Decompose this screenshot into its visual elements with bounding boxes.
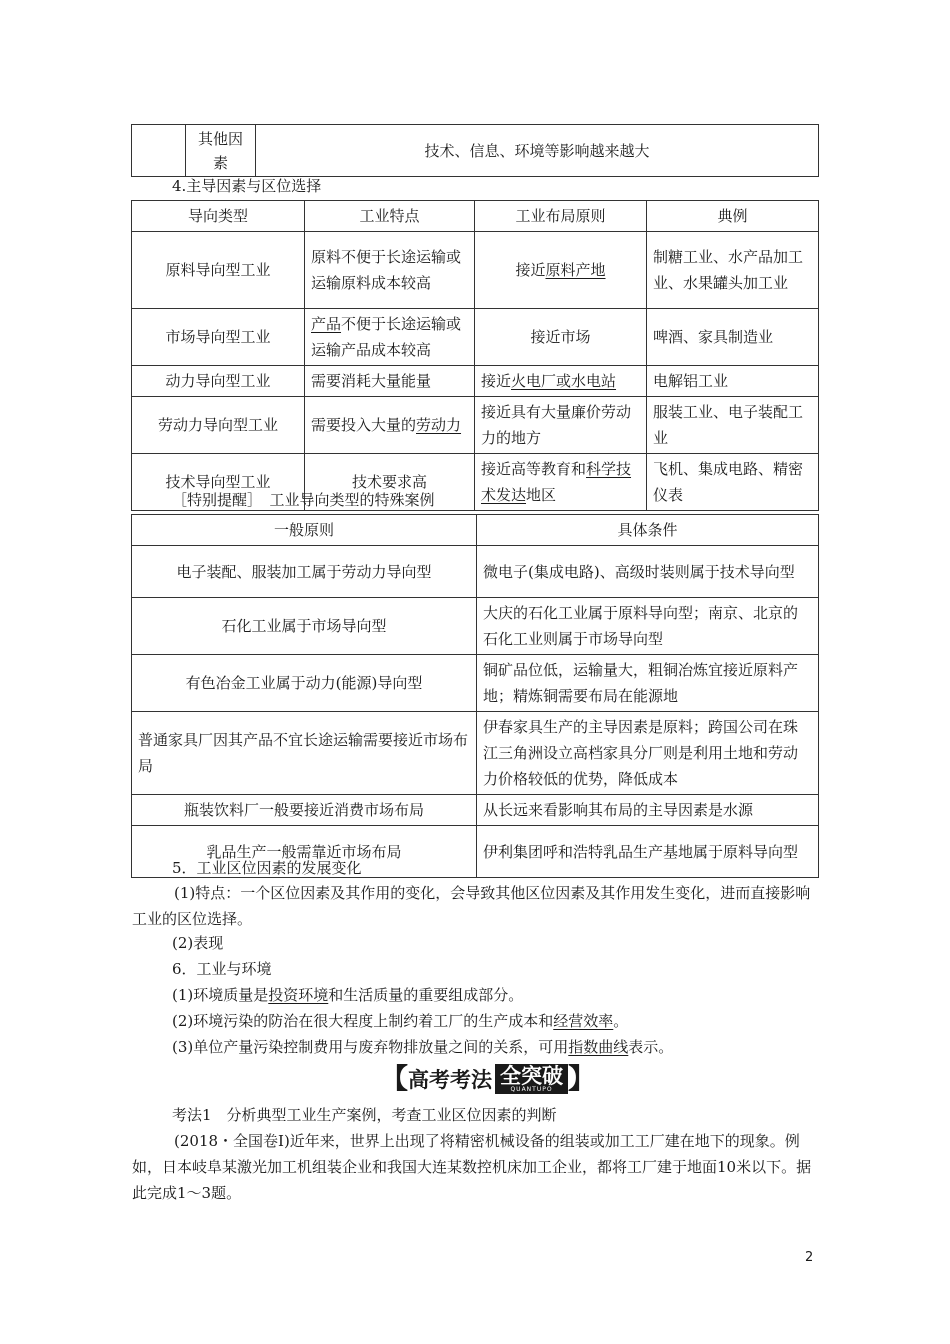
exam-method-title: 考法1 分析典型工业生产案例，考查工业区位因素的判断 <box>172 1106 557 1124</box>
banner-title: 高考考法 <box>408 1068 493 1092</box>
top-table-content: 技术、信息、环境等影响越来越大 <box>256 125 819 177</box>
table-row <box>132 232 819 309</box>
table-row <box>132 546 819 598</box>
example-cell: 电解铝工业 <box>647 366 819 397</box>
condition-cell: 伊利集团呼和浩特乳品生产基地属于原料导向型 <box>477 826 819 878</box>
example-cell: 服装工业、电子装配工业 <box>647 397 819 454</box>
table-row <box>132 712 819 795</box>
rule-cell: 有色冶金工业属于动力(能源)导向型 <box>132 655 477 712</box>
special-case-table <box>131 514 819 878</box>
table-row <box>132 397 819 454</box>
condition-cell: 微电子(集成电路)、高级时装则属于技术导向型 <box>477 546 819 598</box>
feature-cell: 产品不便于长途运输或运输产品成本较高 <box>305 309 475 366</box>
table-row <box>132 598 819 655</box>
condition-cell: 从长远来看影响其布局的主导因素是水源 <box>477 795 819 826</box>
feature-cell: 技术要求高 <box>305 454 475 511</box>
table-row <box>132 366 819 397</box>
principle-cell: 接近高等教育和科学技术发达地区 <box>475 454 647 511</box>
table-row <box>132 655 819 712</box>
rule-cell: 石化工业属于市场导向型 <box>132 598 477 655</box>
header-type: 导向类型 <box>132 201 305 232</box>
example-cell: 制糖工业、水产品加工业、水果罐头加工业 <box>647 232 819 309</box>
section5-paragraph-2: (2)表现 <box>172 934 224 952</box>
leading-factor-table <box>131 200 819 511</box>
banner-badge: 全突破 QUANTUPO <box>495 1064 568 1094</box>
table-row <box>132 309 819 366</box>
rule-cell: 瓶装饮料厂一般要接近消费市场布局 <box>132 795 477 826</box>
example-cell: 啤酒、家具制造业 <box>647 309 819 366</box>
type-cell: 劳动力导向型工业 <box>132 397 305 454</box>
feature-cell: 需要消耗大量能量 <box>305 366 475 397</box>
section6-paragraph-2: (2)环境污染的防治在很大程度上制约着工厂的生产成本和经营效率。 <box>172 1012 629 1030</box>
section5-paragraph-1: (1)特点：一个区位因素及其作用的变化，会导致其他区位因素及其作用发生变化，进而直接影响工业的区位选择。 <box>132 884 811 928</box>
header-condition: 具体条件 <box>477 515 819 546</box>
right-bracket: 】 <box>568 1062 597 1095</box>
section6-title: 6．工业与环境 <box>172 960 272 978</box>
type-cell: 市场导向型工业 <box>132 309 305 366</box>
header-example: 典例 <box>647 201 819 232</box>
rule-cell: 乳品生产一般需靠近市场布局 <box>132 826 477 878</box>
section6-paragraph-3: (3)单位产量污染控制费用与废弃物排放量之间的关系，可用指数曲线表示。 <box>172 1038 674 1056</box>
page-number: 2 <box>805 1250 814 1265</box>
section6-paragraph-1: (1)环境质量是投资环境和生活质量的重要组成部分。 <box>172 986 524 1004</box>
exam-question: (2018・全国卷Ⅰ)近年来，世界上出现了将精密机械设备的组装或加工工厂建在地下的现象。例如，日本岐阜某激光加工机组装企业和我国大连某数控机床加工企业，都将工厂建于地面10米以下。据此完成1～3题。 <box>132 1132 812 1202</box>
top-table-label: 其他因素 <box>186 125 256 177</box>
feature-cell: 原料不便于长途运输或运输原料成本较高 <box>305 232 475 309</box>
rule-cell: 普通家具厂因其产品不宜长途运输需要接近市场布局 <box>132 712 477 795</box>
feature-cell: 需要投入大量的劳动力 <box>305 397 475 454</box>
section4-title: 4.主导因素与区位选择 <box>172 177 322 195</box>
special-title: ［特别提醒］ 工业导向类型的特殊案例 <box>172 491 435 509</box>
rule-cell: 电子装配、服装加工属于劳动力导向型 <box>132 546 477 598</box>
principle-cell: 接近具有大量廉价劳动力的地方 <box>475 397 647 454</box>
condition-cell: 伊春家具生产的主导因素是原料；跨国公司在珠江三角洲设立高档家具分厂则是利用土地和劳动力价格较低的优势，降低成本 <box>477 712 819 795</box>
exam-methods-banner <box>380 1063 596 1095</box>
banner-badge-sub: QUANTUPO <box>510 1086 553 1093</box>
condition-cell: 铜矿品位低，运输量大，粗铜冶炼宜接近原料产地；精炼铜需要布局在能源地 <box>477 655 819 712</box>
principle-cell: 接近原料产地 <box>475 232 647 309</box>
type-cell: 原料导向型工业 <box>132 232 305 309</box>
header-rule: 一般原则 <box>132 515 477 546</box>
condition-cell: 大庆的石化工业属于原料导向型；南京、北京的石化工业则属于市场导向型 <box>477 598 819 655</box>
type-cell: 技术导向型工业 <box>132 454 305 511</box>
left-bracket: 【 <box>380 1062 409 1095</box>
table-row <box>132 795 819 826</box>
header-feature: 工业特点 <box>305 201 475 232</box>
section5-title: 5．工业区位因素的发展变化 <box>172 859 362 877</box>
example-cell: 飞机、集成电路、精密仪表 <box>647 454 819 511</box>
header-principle: 工业布局原则 <box>475 201 647 232</box>
top-table-empty-cell <box>132 125 186 177</box>
principle-cell: 接近火电厂或水电站 <box>475 366 647 397</box>
type-cell: 动力导向型工业 <box>132 366 305 397</box>
principle-cell: 接近市场 <box>475 309 647 366</box>
top-table <box>131 124 819 177</box>
